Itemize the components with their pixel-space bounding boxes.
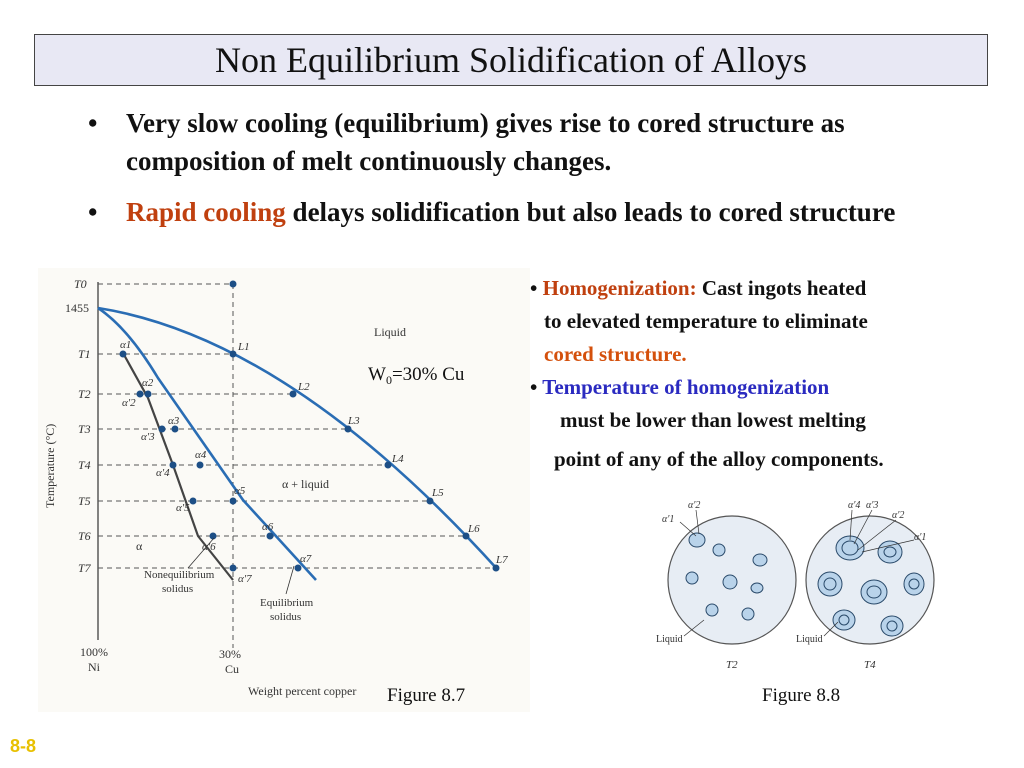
point-a2 (137, 391, 144, 398)
label-a3: α3 (168, 415, 180, 427)
label-l4: L4 (392, 453, 404, 465)
region-liquid: Liquid (374, 325, 406, 339)
point-a6 (267, 533, 274, 540)
grain (686, 572, 698, 584)
point-a1 (120, 351, 127, 358)
figure-88-caption: Figure 8.8 (762, 685, 841, 706)
figure-8-8 (652, 492, 952, 678)
slide-title: Non Equilibrium Solidification of Alloys (215, 40, 807, 80)
point-a4 (197, 462, 204, 469)
label-a1: α1 (120, 339, 132, 351)
label-a4p: α′4 (156, 467, 170, 479)
grain (706, 604, 718, 616)
point-a7p (230, 565, 237, 572)
point-t0 (230, 281, 237, 288)
y-tick-t0: T0 (74, 277, 87, 291)
left-temp-label: T2 (726, 659, 738, 671)
note-1-highlight: Homogenization: (542, 276, 697, 300)
label-a4: α4 (195, 449, 207, 461)
left-liquid-label: Liquid (656, 634, 683, 645)
y-tick-t5: T5 (78, 494, 91, 508)
slide-number: 8-8 (10, 736, 37, 756)
x-mid-pct: 30% (219, 647, 241, 661)
comp-rest: =30% Cu (391, 364, 465, 385)
grain (867, 586, 881, 598)
grain (909, 579, 919, 589)
y-tick-t7: T7 (78, 561, 91, 575)
point-a7 (295, 565, 302, 572)
label-l3: L3 (348, 415, 360, 427)
y-tick-1455: 1455 (65, 301, 89, 315)
y-tick-t4: T4 (78, 458, 91, 472)
comp-sub: 0 (385, 373, 392, 387)
note-1-line-2: to elevated temperature to eliminate (544, 309, 868, 333)
point-a4p (170, 462, 177, 469)
label-right-a2p: α′2 (892, 510, 905, 521)
bullet-2 (88, 193, 948, 231)
bullet-dot: • (88, 197, 98, 227)
grain (839, 615, 849, 625)
note-1-text-a: Cast ingots heated (696, 276, 867, 300)
x-axis-label: Weight percent copper (248, 684, 357, 698)
label-eq-a: Equilibrium (260, 597, 314, 609)
label-a6: α6 (262, 521, 274, 533)
label-l6: L6 (468, 523, 480, 535)
y-tick-t6: T6 (78, 529, 91, 543)
point-a6p (210, 533, 217, 540)
note-1-line-1 (530, 272, 1000, 305)
point-a5p (190, 498, 197, 505)
grain (689, 533, 705, 547)
bullet-dot: • (88, 108, 98, 138)
right-liquid-label: Liquid (796, 634, 823, 645)
x-left-el: Ni (88, 660, 100, 674)
x-mid-el: Cu (225, 662, 240, 676)
label-a3p: α′3 (141, 431, 155, 443)
comp-w: W (368, 364, 386, 385)
note-2-line-1 (530, 371, 1000, 404)
grain (887, 621, 897, 631)
label-a7p: α′7 (238, 573, 252, 585)
grain (713, 544, 725, 556)
y-tick-t3: T3 (78, 422, 91, 436)
label-l2: L2 (298, 381, 310, 393)
label-left-a2p: α′2 (688, 500, 701, 511)
region-two-phase: α + liquid (282, 477, 330, 491)
x-left-pct: 100% (80, 645, 108, 659)
bullet-1 (88, 104, 948, 180)
label-noneq-b: solidus (162, 583, 194, 595)
composition-label (368, 364, 465, 387)
y-tick-t1: T1 (78, 347, 91, 361)
bullet-2-text: delays solidification but also leads to cored structure (285, 197, 896, 227)
label-right-a3p: α′3 (866, 500, 879, 511)
point-a3p (159, 426, 166, 433)
grain (842, 541, 858, 555)
label-right-a1p: α′1 (914, 532, 927, 543)
grain (723, 575, 737, 589)
note-1-line-3: cored structure. (544, 342, 687, 366)
label-a5p: α′5 (176, 502, 190, 514)
point-l1 (230, 351, 237, 358)
grain (753, 554, 767, 566)
grain (824, 578, 836, 590)
figure-8-7 (38, 268, 530, 712)
y-tick-t2: T2 (78, 387, 91, 401)
bullet-2-text-wrap (88, 193, 948, 231)
note-dot: • (530, 276, 538, 300)
label-a2p: α′2 (122, 397, 136, 409)
note-2-line-2: must be lower than lowest melting (560, 408, 866, 432)
label-right-a4p: α′4 (848, 500, 861, 511)
label-noneq-a: Nonequilibrium (144, 569, 215, 581)
label-a7: α7 (300, 553, 312, 565)
label-eq-b: solidus (270, 611, 302, 623)
label-l5: L5 (432, 487, 444, 499)
grain (751, 583, 763, 593)
right-temp-label: T4 (864, 659, 876, 671)
figure-87-caption: Figure 8.7 (387, 685, 466, 706)
label-l7: L7 (496, 554, 508, 566)
note-2-highlight: Temperature of homogenization (542, 375, 830, 399)
note-2-line-3: point of any of the alloy components. (554, 447, 884, 471)
grain (742, 608, 754, 620)
region-alpha: α (136, 539, 143, 553)
label-l1: L1 (238, 341, 250, 353)
point-l2 (290, 391, 297, 398)
bullet-2-highlight: Rapid cooling (126, 197, 286, 227)
label-left-a1p: α′1 (662, 514, 675, 525)
point-a5 (230, 498, 237, 505)
label-a2: α2 (142, 377, 154, 389)
grain (884, 547, 896, 557)
point-l4 (385, 462, 392, 469)
note-dot: • (530, 375, 538, 399)
point-a2p (145, 391, 152, 398)
title-box (34, 34, 988, 86)
label-a6p: α′6 (202, 541, 216, 553)
right-notes (530, 272, 1000, 476)
bullet-1-text: Very slow cooling (equilibrium) gives rise to cored structure as composition of melt continuously changes. (126, 108, 845, 176)
y-axis-label: Temperature (°C) (43, 423, 57, 508)
label-a5: α5 (234, 485, 246, 497)
